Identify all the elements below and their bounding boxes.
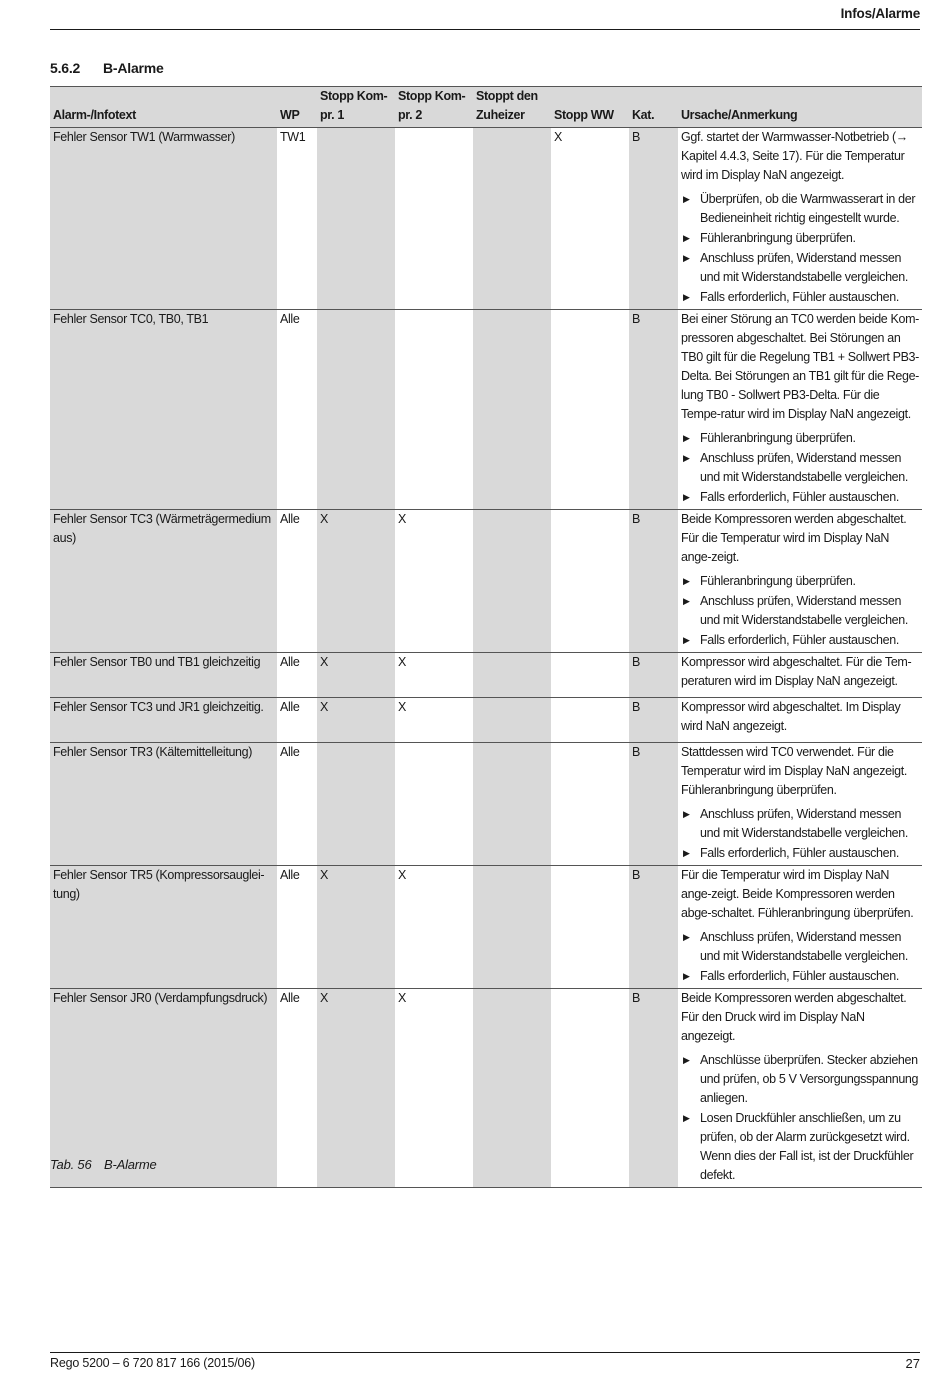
table-caption <box>50 1157 157 1172</box>
action-item-text: Fühleranbringung überprüfen. <box>700 574 856 588</box>
col-header-stop-ww: Stopp WW <box>551 87 629 128</box>
action-item-text: Fühleranbringung überprüfen. <box>700 431 856 445</box>
table-row <box>50 128 922 310</box>
cell-stop-comp1 <box>317 310 395 510</box>
section-heading <box>50 60 164 76</box>
action-list <box>681 805 919 863</box>
col-header-stop-heater: Stoppt den Zuheizer <box>473 87 551 128</box>
cause-text: Beide Kompressoren werden abgeschaltet. Für die Temperatur wird im Display NaN ange-zeigt. <box>681 512 907 564</box>
triangle-bullet-icon: ▶ <box>683 809 690 819</box>
cell-wp: Alle <box>277 510 317 653</box>
alarm-table-body <box>50 128 922 1188</box>
cell-wp: TW1 <box>277 128 317 310</box>
page-header-title: Infos/Alarme <box>840 6 920 21</box>
cell-stop-heater <box>473 698 551 743</box>
action-item <box>681 1051 919 1108</box>
col-header-stop-comp1: Stopp Kom-pr. 1 <box>317 87 395 128</box>
action-item <box>681 572 919 591</box>
cell-category: B <box>629 310 678 510</box>
triangle-bullet-icon: ▶ <box>683 433 690 443</box>
action-list <box>681 928 919 986</box>
cell-wp: Alle <box>277 989 317 1188</box>
table-row <box>50 698 922 743</box>
action-item-text: Anschluss prüfen, Widerstand messen und mit Widerstandstabelle vergleichen. <box>700 451 908 484</box>
action-item <box>681 249 919 287</box>
col-header-wp: WP <box>277 87 317 128</box>
triangle-bullet-icon: ▶ <box>683 233 690 243</box>
cell-stop-comp1: X <box>317 989 395 1188</box>
col-header-stop-comp2: Stopp Kom-pr. 2 <box>395 87 473 128</box>
cell-stop-heater <box>473 743 551 866</box>
cell-stop-comp2: X <box>395 653 473 698</box>
triangle-bullet-icon: ▶ <box>683 292 690 302</box>
action-item-text: Falls erforderlich, Fühler austauschen. <box>700 969 899 983</box>
action-item <box>681 429 919 448</box>
cell-stop-ww <box>551 510 629 653</box>
cell-alarm-text: Fehler Sensor TW1 (Warmwasser) <box>50 128 277 310</box>
triangle-bullet-icon: ▶ <box>683 194 690 204</box>
action-item <box>681 592 919 630</box>
action-item <box>681 488 919 507</box>
cell-stop-ww <box>551 698 629 743</box>
table-row <box>50 866 922 989</box>
cell-category: B <box>629 866 678 989</box>
cell-alarm-text: Fehler Sensor TC0, TB0, TB1 <box>50 310 277 510</box>
cell-stop-heater <box>473 653 551 698</box>
cell-cause <box>678 128 922 310</box>
section-title: B-Alarme <box>103 60 164 76</box>
col-header-cat: Kat. <box>629 87 678 128</box>
table-header-row <box>50 87 922 128</box>
cell-cause <box>678 698 922 743</box>
cell-category: B <box>629 510 678 653</box>
action-list <box>681 190 919 307</box>
cell-stop-comp2 <box>395 128 473 310</box>
action-item-text: Falls erforderlich, Fühler austauschen. <box>700 290 899 304</box>
cell-wp: Alle <box>277 743 317 866</box>
triangle-bullet-icon: ▶ <box>683 971 690 981</box>
cell-alarm-text: Fehler Sensor TC3 und JR1 gleichzeitig. <box>50 698 277 743</box>
cell-stop-comp1 <box>317 743 395 866</box>
action-item-text: Falls erforderlich, Fühler austauschen. <box>700 633 899 647</box>
cell-stop-ww <box>551 310 629 510</box>
cell-stop-heater <box>473 989 551 1188</box>
cell-category: B <box>629 653 678 698</box>
triangle-bullet-icon: ▶ <box>683 635 690 645</box>
triangle-bullet-icon: ▶ <box>683 453 690 463</box>
triangle-bullet-icon: ▶ <box>683 253 690 263</box>
action-item <box>681 967 919 986</box>
cell-cause <box>678 989 922 1188</box>
action-item-text: Anschluss prüfen, Widerstand messen und mit Widerstandstabelle vergleichen. <box>700 807 908 840</box>
action-item-text: Überprüfen, ob die Warmwasserart in der Bedieneinheit richtig eingestellt wurde. <box>700 192 916 225</box>
cell-category: B <box>629 698 678 743</box>
cause-text: Kompressor wird abgeschaltet. Für die Tem-peraturen wird im Display NaN angezeigt. <box>681 655 912 688</box>
action-list <box>681 429 919 507</box>
cell-stop-comp2: X <box>395 698 473 743</box>
action-item <box>681 805 919 843</box>
action-list <box>681 1051 919 1185</box>
action-item-text: Anschlüsse überprüfen. Stecker abziehen und prüfen, ob 5 V Versorgungsspannung anliegen. <box>700 1053 919 1105</box>
action-item-text: Anschluss prüfen, Widerstand messen und mit Widerstandstabelle vergleichen. <box>700 594 908 627</box>
page-footer <box>50 1352 920 1375</box>
footer-doc-ref: Rego 5200 – 6 720 817 166 (2015/06) <box>50 1356 255 1370</box>
cell-stop-ww: X <box>551 128 629 310</box>
cell-category: B <box>629 128 678 310</box>
cell-stop-ww <box>551 653 629 698</box>
action-list <box>681 572 919 650</box>
cell-stop-comp2 <box>395 310 473 510</box>
cause-text: Beide Kompressoren werden abgeschaltet. Für den Druck wird im Display NaN angezeigt. <box>681 991 907 1043</box>
action-item-text: Falls erforderlich, Fühler austauschen. <box>700 490 899 504</box>
cell-stop-heater <box>473 310 551 510</box>
cell-cause <box>678 653 922 698</box>
cause-text: Bei einer Störung an TC0 werden beide Kom-pressoren abgeschaltet. Bei Störungen an TB0 gilt für die Regelung TB1 + Sollwert PB3-Delta. Bei Störungen an TB1 gilt für die Rege-lung TB0 - Sollwert PB3-Delta. Für die Tempe-ratur wird im Display NaN angezeigt. <box>681 312 919 421</box>
triangle-bullet-icon: ▶ <box>683 1055 690 1065</box>
table-row <box>50 989 922 1188</box>
table-row <box>50 653 922 698</box>
cell-wp: Alle <box>277 653 317 698</box>
cause-text: Kompressor wird abgeschaltet. Im Display wird NaN angezeigt. <box>681 700 901 733</box>
triangle-bullet-icon: ▶ <box>683 576 690 586</box>
table-row <box>50 510 922 653</box>
cell-cause <box>678 866 922 989</box>
page-header <box>50 6 920 30</box>
col-header-cause: Ursache/Anmerkung <box>678 87 922 128</box>
action-item-text: Fühleranbringung überprüfen. <box>700 231 856 245</box>
triangle-bullet-icon: ▶ <box>683 932 690 942</box>
cell-category: B <box>629 989 678 1188</box>
action-item <box>681 190 919 228</box>
action-item <box>681 229 919 248</box>
action-item-text: Anschluss prüfen, Widerstand messen und mit Widerstandstabelle vergleichen. <box>700 251 908 284</box>
action-item <box>681 844 919 863</box>
cell-cause <box>678 510 922 653</box>
action-item-text: Anschluss prüfen, Widerstand messen und mit Widerstandstabelle vergleichen. <box>700 930 908 963</box>
action-item-text: Losen Druckfühler anschließen, um zu prüfen, ob der Alarm zurückgesetzt wird. Wenn dies der Fall ist, ist der Druckfühler defekt. <box>700 1111 914 1182</box>
triangle-bullet-icon: ▶ <box>683 492 690 502</box>
cell-cause <box>678 310 922 510</box>
cell-stop-comp1: X <box>317 866 395 989</box>
action-item <box>681 449 919 487</box>
action-item-text: Falls erforderlich, Fühler austauschen. <box>700 846 899 860</box>
col-header-alarm: Alarm-/Infotext <box>50 87 277 128</box>
table-row <box>50 310 922 510</box>
table-row <box>50 743 922 866</box>
cell-cause <box>678 743 922 866</box>
triangle-bullet-icon: ▶ <box>683 596 690 606</box>
action-item <box>681 631 919 650</box>
page-number: 27 <box>905 1356 920 1371</box>
caption-number: Tab. 56 <box>50 1157 92 1172</box>
cell-alarm-text: Fehler Sensor JR0 (Verdampfungsdruck) <box>50 989 277 1188</box>
cause-text: Stattdessen wird TC0 verwendet. Für die Temperatur wird im Display NaN angezeigt. Fühleranbringung überprüfen. <box>681 745 908 797</box>
cause-text: Ggf. startet der Warmwasser-Notbetrieb (→ Kapitel 4.4.3, Seite 17). Für die Temperatur wird im Display NaN angezeigt. <box>681 130 908 182</box>
cell-stop-comp1: X <box>317 698 395 743</box>
cause-text: Für die Temperatur wird im Display NaN ange-zeigt. Beide Kompressoren werden abge-schaltet. Fühleranbringung überprüfen. <box>681 868 914 920</box>
triangle-bullet-icon: ▶ <box>683 1113 690 1123</box>
cell-alarm-text: Fehler Sensor TB0 und TB1 gleichzeitig <box>50 653 277 698</box>
cell-category: B <box>629 743 678 866</box>
cell-stop-comp1: X <box>317 653 395 698</box>
cell-stop-ww <box>551 743 629 866</box>
cell-alarm-text: Fehler Sensor TR3 (Kältemittelleitung) <box>50 743 277 866</box>
cell-stop-comp2: X <box>395 866 473 989</box>
section-number: 5.6.2 <box>50 60 81 76</box>
cell-stop-heater <box>473 510 551 653</box>
cell-alarm-text: Fehler Sensor TR5 (Kompressorsauglei-tung) <box>50 866 277 989</box>
cell-stop-heater <box>473 866 551 989</box>
cell-wp: Alle <box>277 310 317 510</box>
action-item <box>681 928 919 966</box>
triangle-bullet-icon: ▶ <box>683 848 690 858</box>
action-item <box>681 288 919 307</box>
action-item <box>681 1109 919 1185</box>
cell-stop-comp2: X <box>395 510 473 653</box>
cell-stop-comp2 <box>395 743 473 866</box>
caption-title: B-Alarme <box>104 1157 157 1172</box>
cell-stop-comp1 <box>317 128 395 310</box>
cell-alarm-text: Fehler Sensor TC3 (Wärmeträgermedium aus) <box>50 510 277 653</box>
cell-stop-comp2: X <box>395 989 473 1188</box>
alarm-table <box>50 86 922 1188</box>
cell-stop-heater <box>473 128 551 310</box>
cell-wp: Alle <box>277 866 317 989</box>
cell-stop-comp1: X <box>317 510 395 653</box>
cell-stop-ww <box>551 989 629 1188</box>
cell-wp: Alle <box>277 698 317 743</box>
cell-stop-ww <box>551 866 629 989</box>
